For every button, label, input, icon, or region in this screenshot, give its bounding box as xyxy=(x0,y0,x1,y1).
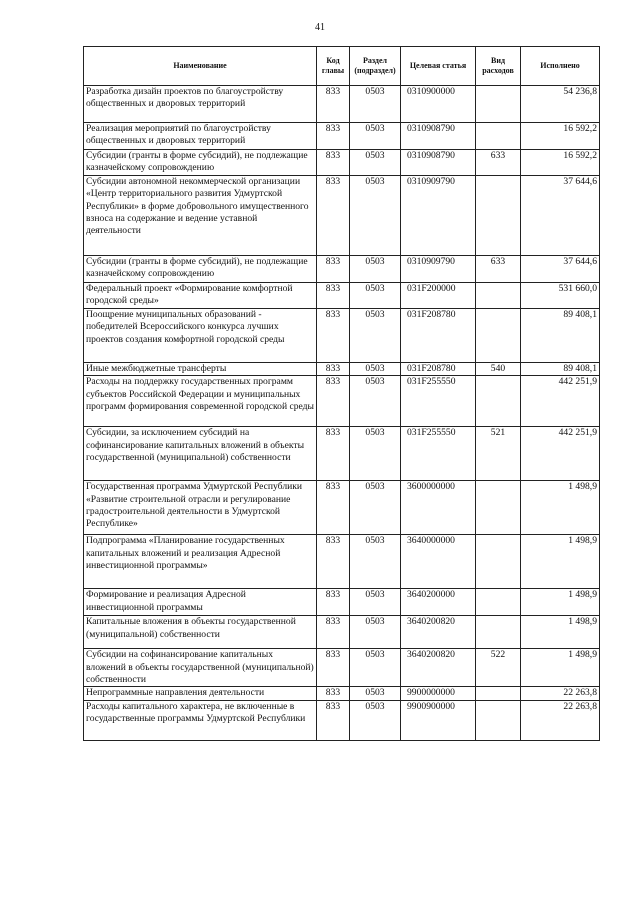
cell-section: 0503 xyxy=(350,308,401,362)
cell-executed: 1 498,9 xyxy=(521,616,600,649)
cell-code: 833 xyxy=(317,175,350,255)
cell-section: 0503 xyxy=(350,376,401,427)
cell-code: 833 xyxy=(317,535,350,589)
cell-code: 833 xyxy=(317,86,350,123)
cell-name: Федеральный проект «Формирование комфортной городской среды» xyxy=(84,282,317,308)
cell-type xyxy=(476,687,521,700)
table-row xyxy=(84,282,600,308)
cell-target: 0310908790 xyxy=(401,123,476,150)
cell-target: 031F208780 xyxy=(401,362,476,375)
cell-section: 0503 xyxy=(350,150,401,176)
cell-type xyxy=(476,175,521,255)
header-section: Раздел (подраздел) xyxy=(350,47,401,86)
header-name: Наименование xyxy=(84,47,317,86)
table-header-row xyxy=(84,47,600,86)
cell-type xyxy=(476,123,521,150)
cell-target: 0310909790 xyxy=(401,255,476,282)
cell-section: 0503 xyxy=(350,649,401,687)
cell-name: Реализация мероприятий по благоустройству общественных и дворовых территорий xyxy=(84,123,317,150)
cell-target: 0310900000 xyxy=(401,86,476,123)
cell-type xyxy=(476,282,521,308)
cell-name: Капитальные вложения в объекты государственной (муниципальной) собственности xyxy=(84,616,317,649)
cell-executed: 531 660,0 xyxy=(521,282,600,308)
table-row xyxy=(84,175,600,255)
cell-target: 031F200000 xyxy=(401,282,476,308)
cell-section: 0503 xyxy=(350,687,401,700)
cell-name: Подпрограмма «Планирование государственных капитальных вложений и реализация Адресной инвестиционной программы» xyxy=(84,535,317,589)
cell-name: Субсидии автономной некоммерческой организации «Центр территориального развития Удмуртской Республики» в форме добровольного имущественного взноса на содержание и ведение уставной деятельности xyxy=(84,175,317,255)
cell-type: 633 xyxy=(476,150,521,176)
cell-type xyxy=(476,589,521,616)
cell-type xyxy=(476,481,521,535)
cell-type xyxy=(476,700,521,740)
cell-section: 0503 xyxy=(350,86,401,123)
cell-code: 833 xyxy=(317,589,350,616)
cell-code: 833 xyxy=(317,255,350,282)
cell-target: 3600000000 xyxy=(401,481,476,535)
cell-code: 833 xyxy=(317,123,350,150)
cell-type: 633 xyxy=(476,255,521,282)
cell-name: Поощрение муниципальных образований - победителей Всероссийского конкурса лучших проектов создания комфортной городской среды xyxy=(84,308,317,362)
cell-code: 833 xyxy=(317,616,350,649)
cell-name: Расходы на поддержку государственных программ субъектов Российской Федерации и муниципальных программ формирования современной городской среды xyxy=(84,376,317,427)
cell-section: 0503 xyxy=(350,123,401,150)
cell-type xyxy=(476,376,521,427)
cell-code: 833 xyxy=(317,481,350,535)
cell-target: 031F208780 xyxy=(401,308,476,362)
cell-section: 0503 xyxy=(350,362,401,375)
cell-section: 0503 xyxy=(350,700,401,740)
cell-target: 0310908790 xyxy=(401,150,476,176)
cell-name: Расходы капитального характера, не включенные в государственные программы Удмуртской Республики xyxy=(84,700,317,740)
cell-section: 0503 xyxy=(350,175,401,255)
cell-type xyxy=(476,535,521,589)
cell-executed: 16 592,2 xyxy=(521,123,600,150)
cell-code: 833 xyxy=(317,687,350,700)
cell-type xyxy=(476,616,521,649)
cell-target: 3640000000 xyxy=(401,535,476,589)
table-row xyxy=(84,376,600,427)
cell-target: 3640200820 xyxy=(401,616,476,649)
cell-code: 833 xyxy=(317,150,350,176)
cell-name: Субсидии, за исключением субсидий на софинансирование капитальных вложений в объекты государственной (муниципальной) собственности xyxy=(84,427,317,481)
cell-executed: 37 644,6 xyxy=(521,255,600,282)
cell-name: Государственная программа Удмуртской Республики «Развитие строительной отрасли и регулирование градостроительной деятельности в Удмуртской Республике» xyxy=(84,481,317,535)
cell-executed: 1 498,9 xyxy=(521,589,600,616)
cell-target: 0310909790 xyxy=(401,175,476,255)
cell-executed: 16 592,2 xyxy=(521,150,600,176)
budget-execution-table xyxy=(83,46,600,741)
cell-name: Непрограммные направления деятельности xyxy=(84,687,317,700)
cell-target: 031F255550 xyxy=(401,427,476,481)
cell-section: 0503 xyxy=(350,282,401,308)
cell-executed: 442 251,9 xyxy=(521,427,600,481)
cell-name: Субсидии на софинансирование капитальных вложений в объекты государственной (муниципальной) собственности xyxy=(84,649,317,687)
cell-type: 521 xyxy=(476,427,521,481)
table-row xyxy=(84,150,600,176)
cell-target: 3640200820 xyxy=(401,649,476,687)
header-executed: Исполнено xyxy=(521,47,600,86)
cell-executed: 54 236,8 xyxy=(521,86,600,123)
cell-code: 833 xyxy=(317,308,350,362)
cell-executed: 89 408,1 xyxy=(521,362,600,375)
table-row xyxy=(84,589,600,616)
header-code: Код главы xyxy=(317,47,350,86)
cell-executed: 22 263,8 xyxy=(521,687,600,700)
cell-executed: 1 498,9 xyxy=(521,481,600,535)
cell-target: 9900000000 xyxy=(401,687,476,700)
table-row xyxy=(84,308,600,362)
cell-code: 833 xyxy=(317,362,350,375)
cell-name: Субсидии (гранты в форме субсидий), не подлежащие казначейскому сопровождению xyxy=(84,150,317,176)
cell-code: 833 xyxy=(317,282,350,308)
header-type: Вид расходов xyxy=(476,47,521,86)
cell-code: 833 xyxy=(317,700,350,740)
cell-name: Иные межбюджетные трансферты xyxy=(84,362,317,375)
cell-section: 0503 xyxy=(350,616,401,649)
cell-name: Разработка дизайн проектов по благоустройству общественных и дворовых территорий xyxy=(84,86,317,123)
cell-code: 833 xyxy=(317,376,350,427)
cell-section: 0503 xyxy=(350,255,401,282)
cell-target: 3640200000 xyxy=(401,589,476,616)
cell-code: 833 xyxy=(317,427,350,481)
cell-section: 0503 xyxy=(350,427,401,481)
cell-section: 0503 xyxy=(350,481,401,535)
cell-executed: 37 644,6 xyxy=(521,175,600,255)
table-row xyxy=(84,255,600,282)
cell-section: 0503 xyxy=(350,535,401,589)
cell-executed: 22 263,8 xyxy=(521,700,600,740)
cell-name: Субсидии (гранты в форме субсидий), не подлежащие казначейскому сопровождению xyxy=(84,255,317,282)
table-row xyxy=(84,481,600,535)
cell-target: 031F255550 xyxy=(401,376,476,427)
table-row xyxy=(84,535,600,589)
cell-executed: 442 251,9 xyxy=(521,376,600,427)
cell-code: 833 xyxy=(317,649,350,687)
cell-name: Формирование и реализация Адресной инвестиционной программы xyxy=(84,589,317,616)
table-row xyxy=(84,616,600,649)
header-target: Целевая статья xyxy=(401,47,476,86)
cell-executed: 1 498,9 xyxy=(521,535,600,589)
table-row xyxy=(84,123,600,150)
cell-target: 9900900000 xyxy=(401,700,476,740)
table-row xyxy=(84,700,600,740)
table-row xyxy=(84,362,600,375)
cell-executed: 1 498,9 xyxy=(521,649,600,687)
page-number: 41 xyxy=(315,22,325,33)
cell-type: 540 xyxy=(476,362,521,375)
cell-type xyxy=(476,308,521,362)
table-row xyxy=(84,687,600,700)
table-row xyxy=(84,649,600,687)
table-row xyxy=(84,86,600,123)
table-row xyxy=(84,427,600,481)
cell-type xyxy=(476,86,521,123)
cell-section: 0503 xyxy=(350,589,401,616)
cell-executed: 89 408,1 xyxy=(521,308,600,362)
cell-type: 522 xyxy=(476,649,521,687)
